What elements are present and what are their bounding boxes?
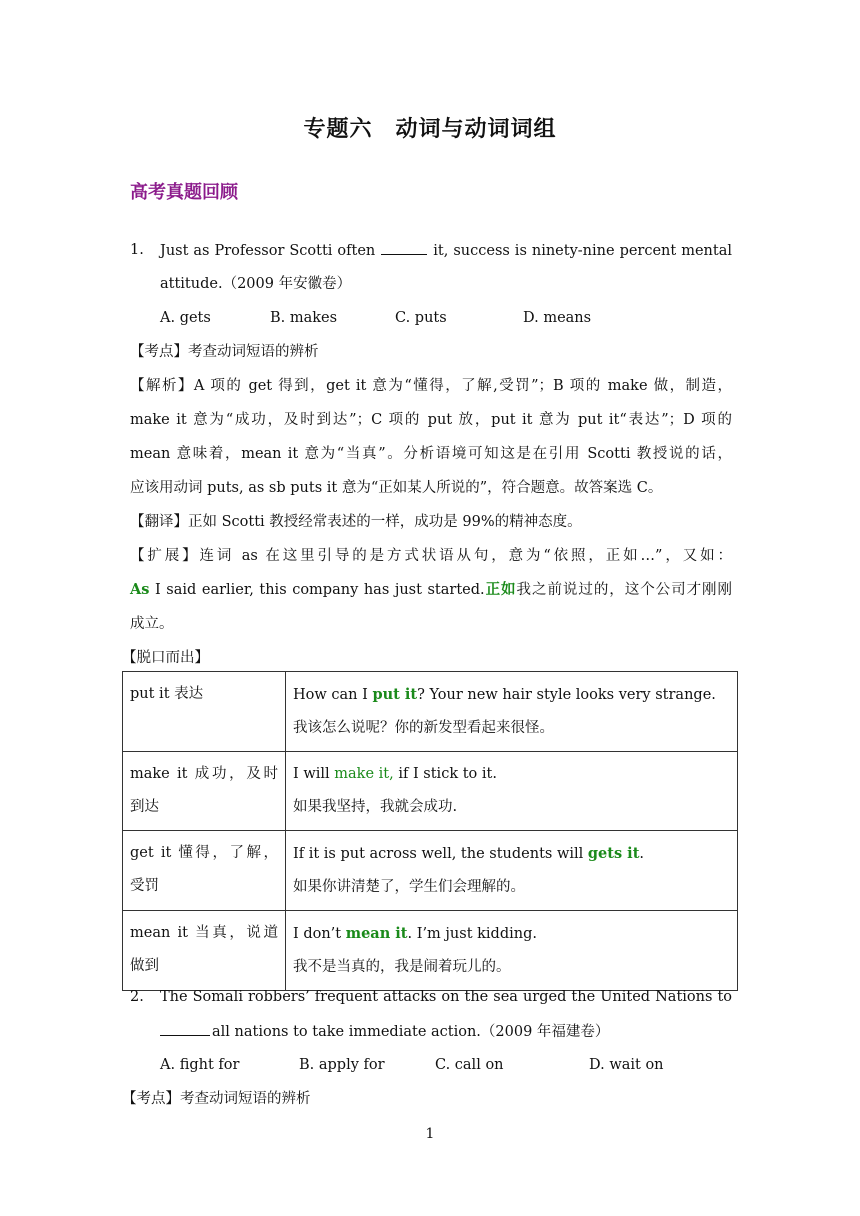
table-row (123, 752, 738, 831)
example-en-post: . I’m just kidding. (407, 926, 537, 942)
page-title: 专题六 动词与动词词组 (303, 117, 557, 142)
q1-option-d: D. means (523, 310, 592, 326)
example-chinese: 如果我坚持，我就会成功. (293, 799, 458, 815)
phrase-text: get it 懂得，了解， (130, 845, 278, 861)
example-highlight: gets it (587, 845, 640, 862)
q2-number: 2. (130, 989, 144, 1005)
example-en-pre: I will (293, 766, 335, 782)
phrase-cell (123, 831, 286, 911)
example-highlight: put it (372, 686, 418, 703)
example-cell (286, 911, 738, 991)
q1-jiexi-line-3: mean 意味着，mean it 意为“当真”。分析语境可知这是在引用 Scotti 教授说的话， (130, 446, 732, 462)
example-en-pre: If it is put across well, the students will (293, 846, 588, 862)
phrase-text: put it 表达 (130, 686, 204, 702)
q1-option-a: A. gets (160, 310, 211, 326)
example-english (293, 758, 730, 791)
q1-kuozhan-line-1: 【扩展】连词 as 在这里引导的是方式状语从句，意为“依照，正如…”，又如： (130, 548, 732, 564)
example-chinese: 我不是当真的，我是闹着玩儿的。 (293, 959, 511, 975)
kuozhan-english: I said earlier, this company has just started. (149, 582, 485, 598)
kuozhan-chinese: 我之前说过的，这个公司才刚刚 (516, 582, 733, 598)
phrase-text-cont: 做到 (130, 958, 159, 974)
example-cell (286, 831, 738, 911)
example-en-post: ? Your new hair style looks very strange. (417, 687, 716, 703)
example-en-pre: I don’t (293, 926, 346, 942)
q2-option-b: B. apply for (299, 1057, 385, 1073)
phrase-examples-table (122, 671, 738, 991)
q2-blank (160, 1021, 210, 1036)
example-en-post: . (639, 846, 644, 862)
phrase-text: mean it 当真，说道 (130, 925, 278, 941)
example-highlight: make it, (334, 766, 394, 782)
q1-stem-line-2: attitude.（2009 年安徽卷） (160, 276, 352, 292)
phrase-text: make it 成功，及时 (130, 766, 278, 782)
q1-text-b: it, success is ninety-nine percent mental (433, 243, 732, 259)
section-heading: 高考真题回顾 (130, 182, 238, 203)
q1-text-a: Just as Professor Scotti often (160, 243, 376, 259)
example-chinese: 如果你讲清楚了，学生们会理解的。 (293, 879, 525, 895)
example-cell (286, 752, 738, 831)
q1-kuozhan-line-3: 成立。 (130, 616, 174, 632)
kuozhan-as-highlight: As (130, 581, 150, 598)
q1-number: 1. (130, 242, 144, 258)
q2-option-d: D. wait on (589, 1057, 664, 1073)
table-row (123, 672, 738, 752)
phrase-cell (123, 672, 286, 752)
example-highlight: mean it (345, 925, 408, 942)
q1-kuozhan-line-2 (130, 580, 732, 600)
q2-option-a: A. fight for (160, 1057, 240, 1073)
q1-jiexi-line-1: 【解析】A 项的 get 得到，get it 意为“懂得，了解,受罚”；B 项的 make 做，制造， (130, 378, 732, 394)
example-english (293, 678, 730, 712)
phrase-cell (123, 911, 286, 991)
q1-option-c: C. puts (395, 310, 447, 326)
example-en-post: if I stick to it. (393, 766, 497, 782)
q1-jiexi-line-4: 应该用动词 puts, as sb puts it 意为“正如某人所说的”，符合题意。故答案选 C。 (130, 480, 663, 496)
example-english (293, 837, 730, 871)
q2-text-b: all nations to take immediate action.（2009 年福建卷） (212, 1024, 610, 1040)
example-en-pre: How can I (293, 687, 373, 703)
q2-option-c: C. call on (435, 1057, 504, 1073)
kuozhan-zhengru-highlight: 正如 (484, 581, 517, 598)
q1-jiexi-line-2: make it 意为“成功，及时到达”；C 项的 put 放，put it 意为 put it“表达”；D 项的 (130, 412, 732, 428)
phrase-cell (123, 752, 286, 831)
q2-stem-line-2 (160, 1021, 609, 1042)
example-cell (286, 672, 738, 752)
q1-option-b: B. makes (270, 310, 338, 326)
q1-tuokou-heading: 【脱口而出】 (122, 650, 209, 666)
q1-kaodian: 【考点】考查动词短语的辨析 (130, 344, 319, 360)
table-row (123, 911, 738, 991)
phrase-text-cont: 到达 (130, 799, 159, 815)
q2-stem-line-1: The Somali robbers’ frequent attacks on the sea urged the United Nations to (160, 989, 732, 1005)
q1-fanyi: 【翻译】正如 Scotti 教授经常表述的一样，成功是 99%的精神态度。 (130, 514, 582, 530)
table-row (123, 831, 738, 911)
page-number: 1 (425, 1126, 435, 1142)
phrase-text-cont: 受罚 (130, 878, 159, 894)
q1-blank (381, 240, 427, 255)
q1-stem-line-1 (160, 240, 732, 261)
q2-kaodian: 【考点】考查动词短语的辨析 (122, 1091, 311, 1107)
example-english (293, 917, 730, 951)
example-chinese: 我该怎么说呢？你的新发型看起来很怪。 (293, 720, 554, 736)
